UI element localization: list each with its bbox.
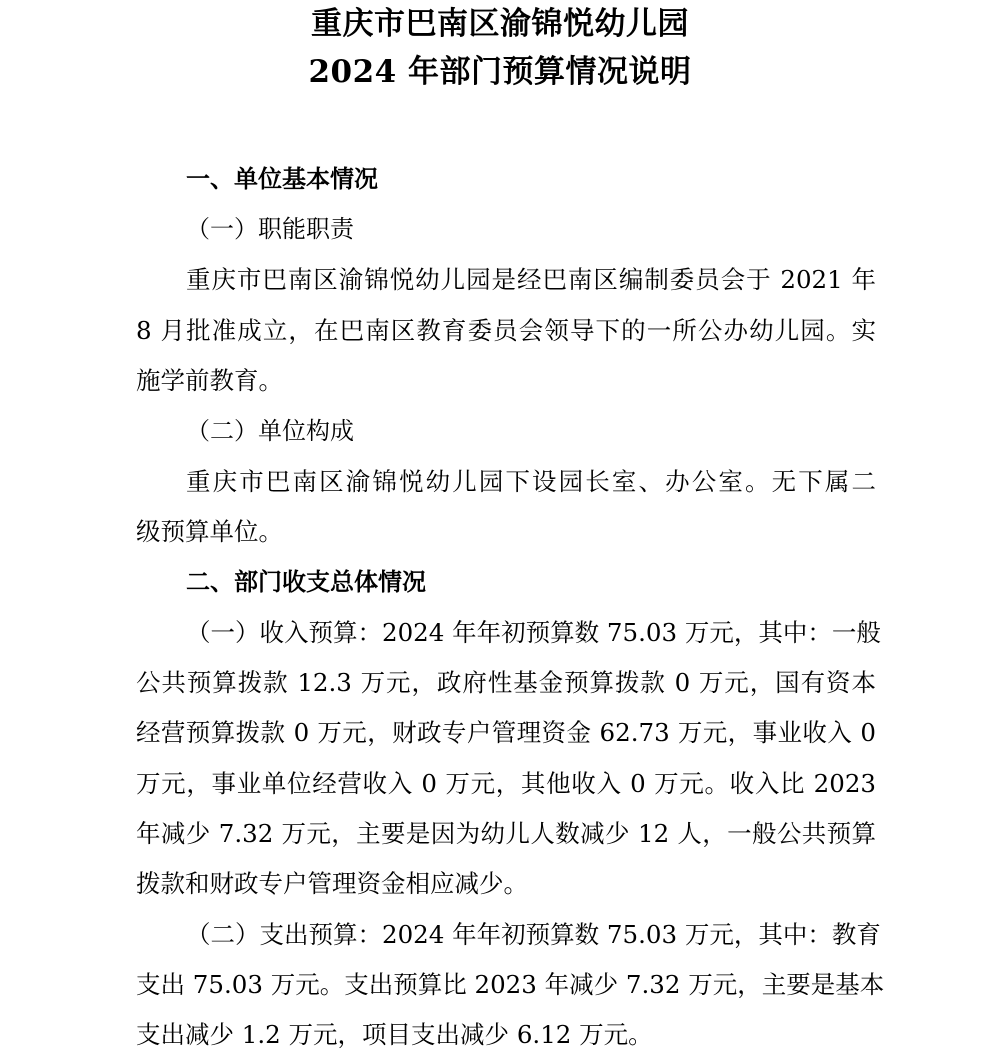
section1-sub1-line: 施学前教育。 [136,366,283,395]
section1-sub1-line: 重庆市巴南区渝锦悦幼儿园是经巴南区编制委员会于 2021 年 [186,265,876,294]
expense-label: （二）支出预算 [186,920,358,949]
income-first-text: ：2024 年年初预算数 75.03 万元，其中：一般 [357,618,881,647]
expense-first-text: ：2024 年年初预算数 75.03 万元，其中：教育 [357,920,881,949]
section1-sub2-line: 重庆市巴南区渝锦悦幼儿园下设园长室、办公室。无下属二 [186,467,876,496]
expense-first-line [186,920,881,950]
section1-sub2-line: 级预算单位。 [136,517,283,546]
document-title-line2: 2024 年部门预算情况说明 [308,54,692,90]
income-line: 公共预算拨款 12.3 万元，政府性基金预算拨款 0 万元，国有资本 [136,668,876,697]
income-label: （一）收入预算 [186,618,358,647]
income-line: 经营预算拨款 0 万元，财政专户管理资金 62.73 万元，事业收入 0 [136,718,876,747]
expense-line: 支出减少 1.2 万元，项目支出减少 6.12 万元。 [136,1020,653,1049]
section2-heading: 二、部门收支总体情况 [186,568,426,596]
section1-heading: 一、单位基本情况 [186,165,378,193]
expense-line: 支出 75.03 万元。支出预算比 2023 年减少 7.32 万元，主要是基本 [136,970,885,999]
document-title-line1: 重庆市巴南区渝锦悦幼儿园 [311,6,689,42]
income-line: 万元，事业单位经营收入 0 万元，其他收入 0 万元。收入比 2023 [136,769,876,798]
income-line: 年减少 7.32 万元，主要是因为幼儿人数减少 12 人，一般公共预算 [136,819,876,848]
section1-sub1-heading: （一）职能职责 [186,215,354,243]
income-first-line [186,618,881,648]
income-line: 拨款和财政专户管理资金相应减少。 [136,869,528,898]
section1-sub1-line: 8 月批准成立，在巴南区教育委员会领导下的一所公办幼儿园。实 [136,316,876,345]
section1-sub2-heading: （二）单位构成 [186,417,354,445]
